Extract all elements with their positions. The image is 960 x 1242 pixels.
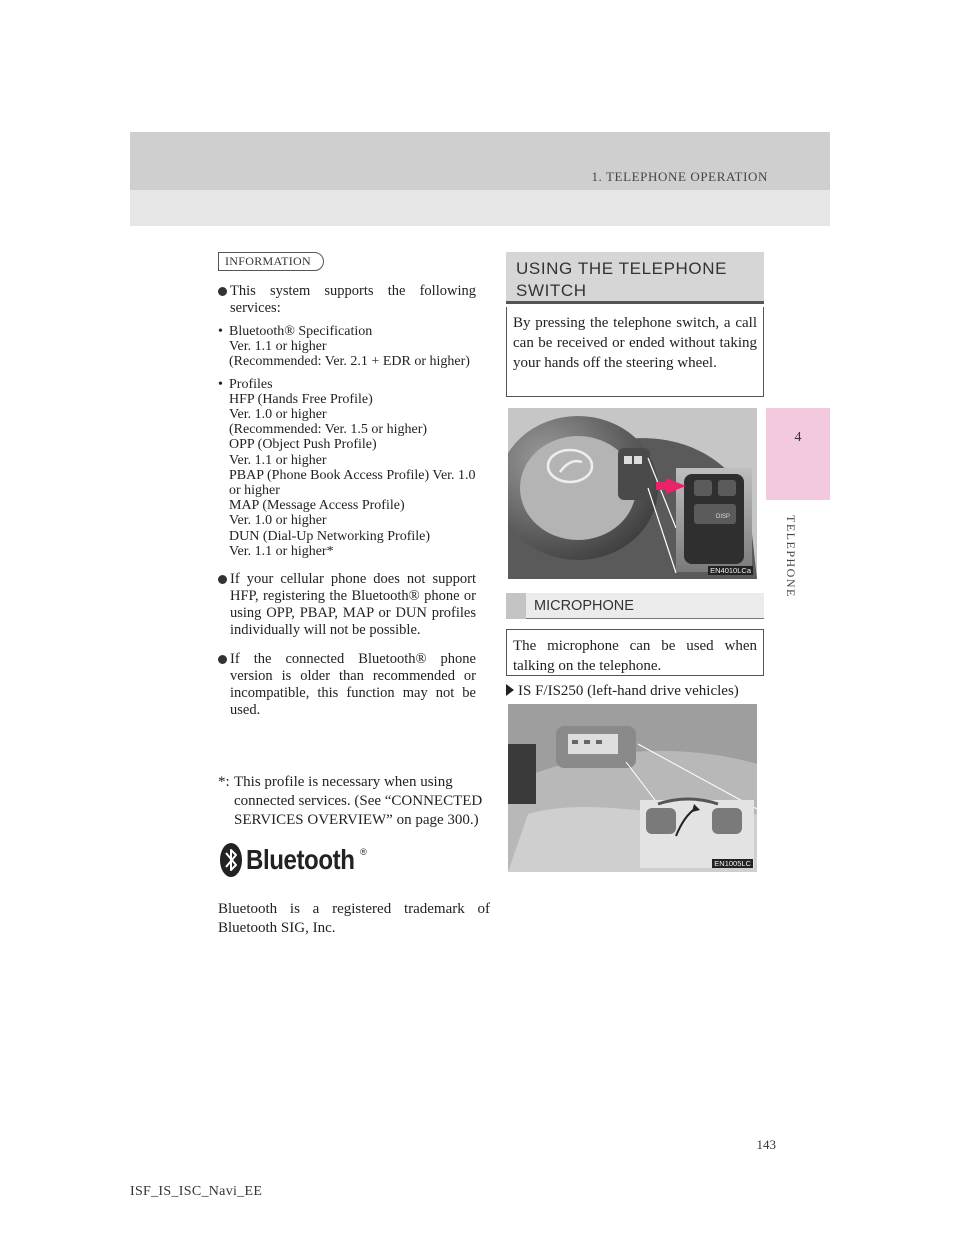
registered-mark: ®	[360, 847, 367, 857]
microphone-heading: MICROPHONE	[506, 593, 764, 619]
bullet-dot-icon	[218, 655, 227, 664]
information-box	[218, 252, 476, 719]
microphone-intro: The microphone can be used when talking on the telephone.	[506, 629, 764, 676]
trademark-note: Bluetooth is a registered trademark of Bluetooth SIG, Inc.	[218, 901, 490, 936]
bluetooth-logo	[220, 843, 367, 877]
telephone-switch-heading: USING THE TELEPHONE SWITCH	[506, 252, 764, 304]
heading-square-icon	[506, 593, 526, 619]
info-bullet-version: If the connected Bluetooth® phone version is older than recommended or incompatible, this function may not be used.	[218, 651, 476, 719]
footnote: *: This profile is necessary when using connected services. (See “CONNECTED SERVICES OVERVIEW” on page 300.)	[218, 774, 483, 828]
microphone-image	[508, 704, 757, 872]
chapter-label: TELEPHONE	[784, 515, 798, 598]
document-code: ISF_IS_ISC_Navi_EE	[130, 1184, 263, 1199]
bullet-dot-icon	[218, 287, 227, 296]
page-header	[130, 132, 830, 190]
steering-switch-illustration	[508, 408, 757, 579]
steering-wheel-image	[508, 408, 757, 579]
info-bullet-hfp: If your cellular phone does not support HFP, registering the Bluetooth® phone or using OPP, PBAP, MAP or DUN profiles individually will not be possible.	[218, 571, 476, 639]
telephone-switch-intro: By pressing the telephone switch, a call can be received or ended without taking your hands off the steering wheel.	[506, 307, 764, 397]
bullet-dot-icon	[218, 575, 227, 584]
bluetooth-rune-icon	[220, 843, 242, 877]
section-title: 1. TELEPHONE OPERATION	[591, 169, 768, 184]
spec-bluetooth: • Bluetooth® Specification Ver. 1.1 or higher (Recommended: Ver. 2.1 + EDR or higher)	[218, 324, 470, 370]
information-badge: INFORMATION	[218, 252, 324, 271]
spec-profiles: • Profiles HFP (Hands Free Profile) Ver. 1.0 or higher (Recommended: Ver. 1.5 or higher) OPP (Object Push Profile) Ver. 1.1 or higher PBAP (Phone Book Access Profile) Ver. 1.0 or higher MAP (Message Access Profile) Ver. 1.0 or higher DUN (Dial-Up Networking Profile) Ver. 1.1 or higher*	[218, 376, 476, 559]
page-number: 143	[756, 1137, 776, 1152]
triangle-bullet-icon	[506, 684, 514, 696]
overhead-microphone-illustration	[508, 704, 757, 872]
vehicle-variant: IS F/IS250 (left-hand drive vehicles)	[506, 683, 739, 700]
info-bullet-services: This system supports the following services:	[218, 283, 476, 317]
svg-text:DISP: DISP	[716, 514, 731, 520]
chapter-number: 4	[794, 430, 802, 445]
chapter-tab	[766, 408, 830, 500]
image-code: EN4010LCa	[710, 566, 751, 575]
image-code: EN1005LC	[714, 859, 751, 868]
header-band	[130, 190, 830, 226]
bluetooth-wordmark: Bluetooth	[246, 844, 355, 875]
